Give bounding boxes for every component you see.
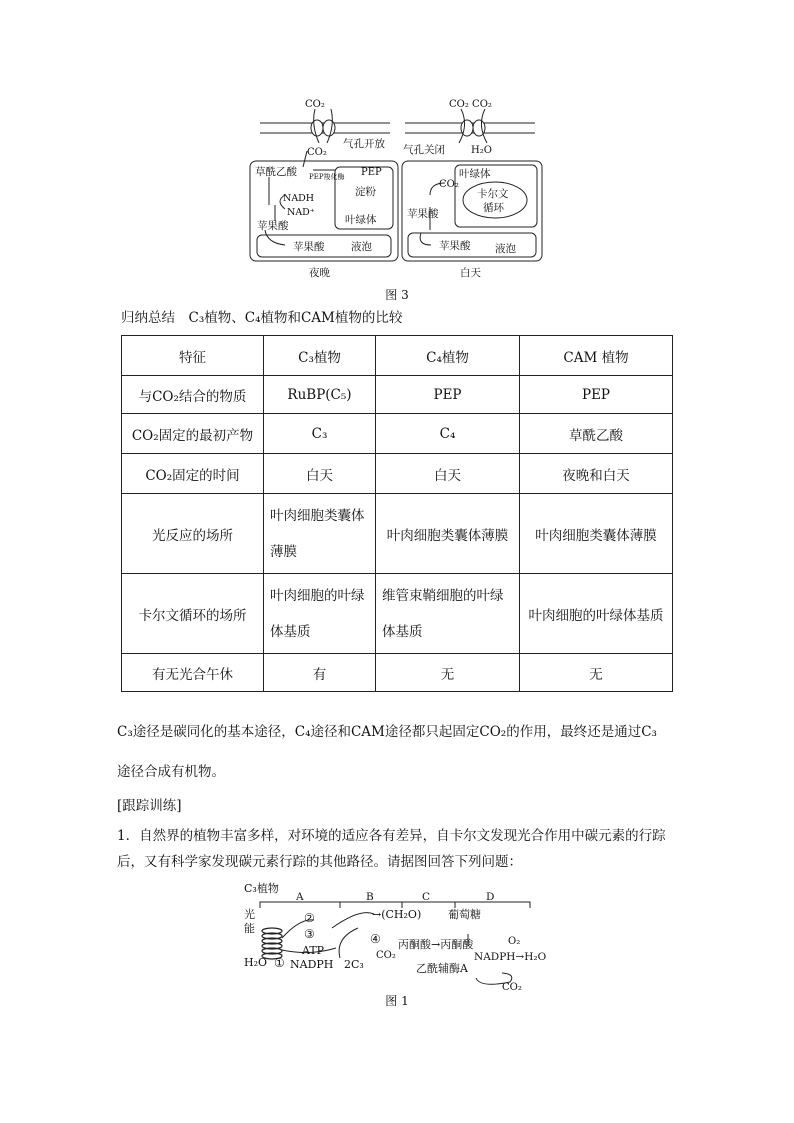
- fig3-pep: PEP: [361, 167, 382, 178]
- fig1-pyruvate: 丙酮酸→丙酮酸: [398, 938, 474, 951]
- fig1-label-b: B: [366, 891, 374, 903]
- fig1-label-a: A: [296, 891, 304, 903]
- fig1-number-2: ②: [304, 911, 315, 925]
- table-cell: 叶肉细胞的叶绿体基质: [520, 574, 673, 654]
- figure-3-diagram: [245, 95, 545, 285]
- table-cell: 与CO₂结合的物质: [122, 376, 264, 414]
- question-1-line-2: 后，又有科学家发现碳元素行踪的其他路径。请据图回答下列问题：: [117, 854, 522, 870]
- figure-3: [245, 95, 545, 285]
- fig3-malate-vacuole: 苹果酸: [293, 241, 325, 253]
- table-row: [122, 654, 673, 692]
- table-cell: 无: [376, 654, 520, 692]
- fig3-day-malate: 苹果酸: [407, 208, 439, 220]
- fig1-c3: 2C₃: [344, 958, 364, 971]
- figure-1-diagram: [240, 878, 560, 996]
- fig3-malate: 苹果酸: [257, 220, 289, 232]
- fig3-pep-enzyme: PEP羧化酶: [309, 173, 345, 181]
- fig1-number-1: ①: [274, 956, 285, 970]
- table-cell: 有: [264, 654, 376, 692]
- fig3-calvin-1: 卡尔文: [477, 188, 509, 200]
- table-cell: PEP: [520, 376, 673, 414]
- table-cell: 白天: [376, 454, 520, 494]
- fig3-day-co2: CO₂: [439, 179, 459, 190]
- table-cell: 白天: [264, 454, 376, 494]
- fig3-night: 夜晚: [309, 267, 330, 279]
- table-header-cell: 特征: [122, 336, 264, 376]
- table-cell: 叶肉细胞的叶绿体基质: [264, 574, 376, 654]
- training-heading: [跟踪训练]: [117, 798, 182, 814]
- table-row: [122, 376, 673, 414]
- fig3-stomata-closed: 气孔关闭: [403, 144, 445, 156]
- fig1-co2-mid: CO₂: [376, 950, 396, 961]
- table-cell: 维管束鞘细胞的叶绿体基质: [376, 574, 520, 654]
- table-header-cell: CAM 植物: [520, 336, 673, 376]
- fig1-o2: O₂: [508, 936, 521, 947]
- table-row: [122, 494, 673, 574]
- fig1-title: C₃植物: [244, 882, 279, 895]
- table-cell: RuBP(C₅): [264, 376, 376, 414]
- table-cell: 有无光合午休: [122, 654, 264, 692]
- fig1-h2o: H₂O: [244, 956, 268, 969]
- table-cell: CO₂固定的最初产物: [122, 414, 264, 454]
- conclusion-line-1: C₃途径是碳同化的基本途径，C₄途径和CAM途径都只起固定CO₂的作用，最终还是通过C₃: [117, 724, 657, 740]
- table-cell: C₃: [264, 414, 376, 454]
- fig3-day-chloroplast: 叶绿体: [459, 168, 491, 180]
- table-cell: 无: [520, 654, 673, 692]
- figure-1: [240, 878, 560, 996]
- figure-1-caption: 图 1: [385, 994, 409, 1008]
- table-header-cell: C₃植物: [264, 336, 376, 376]
- fig1-atp: ATP: [302, 944, 325, 957]
- fig3-day: 白天: [460, 267, 481, 279]
- fig3-co2-top: CO₂: [305, 99, 325, 110]
- fig3-nad: NAD⁺: [287, 207, 315, 218]
- table-cell: 叶肉细胞类囊体薄膜: [264, 494, 376, 574]
- fig3-stomata-open: 气孔开放: [343, 138, 385, 150]
- fig1-light-1: 光: [244, 908, 255, 921]
- summary-heading: 归纳总结 C₃植物、C₄植物和CAM植物的比较: [121, 310, 403, 326]
- table-cell: 卡尔文循环的场所: [122, 574, 264, 654]
- fig1-glucose: 葡萄糖: [448, 908, 481, 921]
- fig1-co2-bottom: CO₂: [502, 982, 522, 993]
- fig1-label-c: C: [422, 891, 431, 903]
- table-cell: 光反应的场所: [122, 494, 264, 574]
- comparison-table: [121, 335, 673, 692]
- fig1-number-3: ③: [304, 927, 315, 941]
- fig3-calvin-2: 循环: [483, 202, 504, 214]
- table-cell: 夜晚和白天: [520, 454, 673, 494]
- table-header-cell: C₄植物: [376, 336, 520, 376]
- table-cell: 草酰乙酸: [520, 414, 673, 454]
- fig3-day-malate2: 苹果酸: [439, 240, 471, 252]
- table-cell: PEP: [376, 376, 520, 414]
- fig1-nadph: NADPH: [290, 958, 334, 971]
- table-cell: C₄: [376, 414, 520, 454]
- fig3-nadh: NADH: [283, 193, 315, 204]
- fig1-light-2: 能: [244, 922, 255, 935]
- fig3-h2o: H₂O: [471, 145, 492, 156]
- fig3-chloroplast: 叶绿体: [345, 214, 377, 226]
- table-header-row: [122, 336, 673, 376]
- table-cell: CO₂固定的时间: [122, 454, 264, 494]
- fig3-vacuole: 液泡: [351, 241, 372, 253]
- fig1-nadph-right: NADPH→H₂O: [474, 951, 547, 963]
- question-1-line-1: 1．自然界的植物丰富多样，对环境的适应各有差异，自卡尔文发现光合作用中碳元素的行踪: [117, 828, 666, 844]
- figure-3-caption: 图 3: [385, 288, 409, 302]
- fig1-label-d: D: [486, 891, 495, 903]
- table-cell: 叶肉细胞类囊体薄膜: [520, 494, 673, 574]
- fig3-co2-in: CO₂: [307, 147, 327, 158]
- fig3-oaa: 草酰乙酸: [255, 166, 297, 178]
- table-row: [122, 414, 673, 454]
- table-cell: 叶肉细胞类囊体薄膜: [376, 494, 520, 574]
- fig1-ch2o: →(CH₂O): [372, 908, 422, 921]
- conclusion-line-2: 途径合成有机物。: [117, 764, 225, 780]
- fig1-acetyl-coa: 乙酰辅酶A: [416, 962, 468, 975]
- fig3-co2-top-right: CO₂ CO₂: [449, 99, 492, 110]
- fig3-starch: 淀粉: [355, 186, 376, 198]
- fig1-number-4: ④: [370, 932, 381, 946]
- fig3-day-vacuole: 液泡: [495, 243, 516, 255]
- table-row: [122, 574, 673, 654]
- table-row: [122, 454, 673, 494]
